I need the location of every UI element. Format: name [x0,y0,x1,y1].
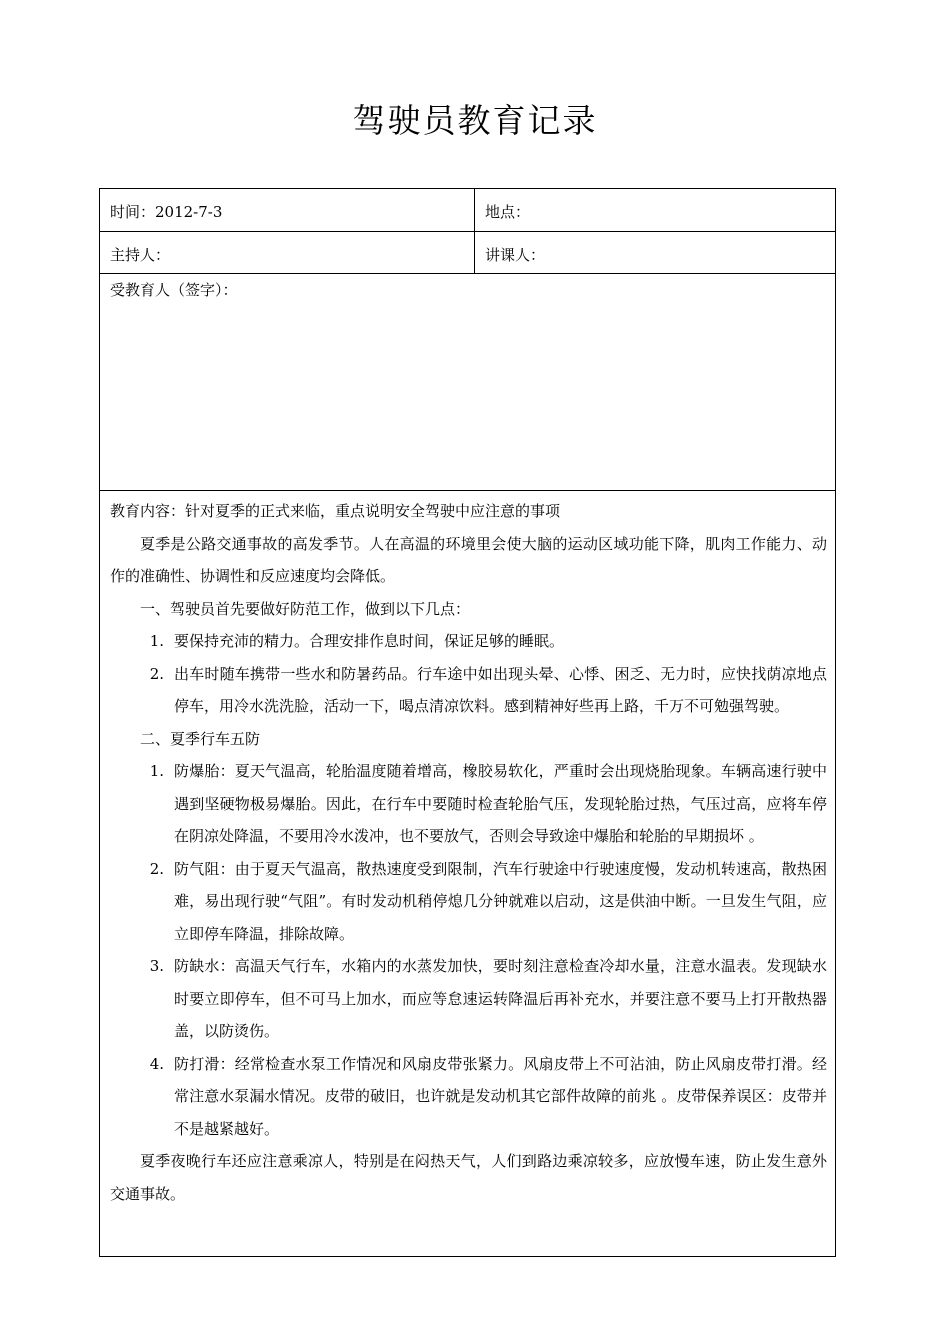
list-item: 2. 防气阻：由于夏天气温高，散热速度受到限制，汽车行驶途中行驶速度慢，发动机转速高，散热困难，易出现行驶“气阻”。有时发动机稍停熄几分钟就难以启动，这是供油中断。一旦发生气阻，应立即停车降温，排除故障。 [149,859,827,943]
record-form [99,188,836,1257]
page-title: 驾驶员教育记录 [352,101,598,140]
list-item: 3. 防缺水：高温天气行车，水箱内的水蒸发加快，要时刻注意检查冷却水量，注意水温表。发现缺水时要立即停车，但不可马上加水，而应等怠速运转降温后再补充水，并要注意不要马上打开散热器盖，以防烫伤。 [149,957,827,1040]
section1-title: 一、驾驶员首先要做好防范工作，做到以下几点： [140,599,471,618]
row-divider [100,273,835,274]
lecturer-field[interactable]: 讲课人： [485,246,546,264]
education-content [110,495,827,1210]
content-heading: 教育内容：针对夏季的正式来临，重点说明安全驾驶中应注意的事项 [110,502,561,520]
row-divider [100,490,835,491]
list-item: 2. 出车时随车携带一些水和防暑药品。行车途中如出现头晕、心悸、困乏、无力时，应快找荫凉地点停车，用冷水洗洗脸，活动一下，喝点清凉饮料。感到精神好些再上路，千万不可勉强驾驶。 [149,664,827,715]
section2-title: 二、夏季行车五防 [140,729,261,748]
list-item: 4. 防打滑：经常检查水泵工作情况和风扇皮带张紧力。风扇皮带上不可沾油，防止风扇皮带打滑。经常注意水泵漏水情况。皮带的破旧，也许就是发动机其它部件故障的前兆 。皮带保养误区：皮带并不是越紧越好。 [149,1054,827,1138]
content-intro: 夏季是公路交通事故的高发季节。人在高温的环境里会使大脑的运动区域功能下降，肌肉工作能力、动作的准确性、协调性和反应速度均会降低。 [110,534,827,585]
list-item: 1. 防爆胎：夏天气温高，轮胎温度随着增高，橡胶易软化，严重时会出现烧胎现象。车辆高速行驶中遇到坚硬物极易爆胎。因此，在行车中要随时检查轮胎气压，发现轮胎过热，气压过高，应将车停在阴凉处降温，不要用冷水泼冲，也不要放气，否则会导致途中爆胎和轮胎的早期损坏 。 [149,762,827,845]
time-field[interactable]: 时间：2012-7-3 [110,203,223,221]
column-divider [474,189,475,273]
row-divider [100,231,835,232]
list-item: 1. 要保持充沛的精力。合理安排作息时间，保证足够的睡眠。 [149,632,565,650]
host-field[interactable]: 主持人： [110,246,171,264]
content-closing: 夏季夜晚行车还应注意乘凉人，特别是在闷热天气，人们到路边乘凉较多，应放慢车速，防止发生意外交通事故。 [110,1152,827,1203]
trainees-signature-field[interactable]: 受教育人（签字）： [110,281,238,299]
place-field[interactable]: 地点： [485,203,531,221]
